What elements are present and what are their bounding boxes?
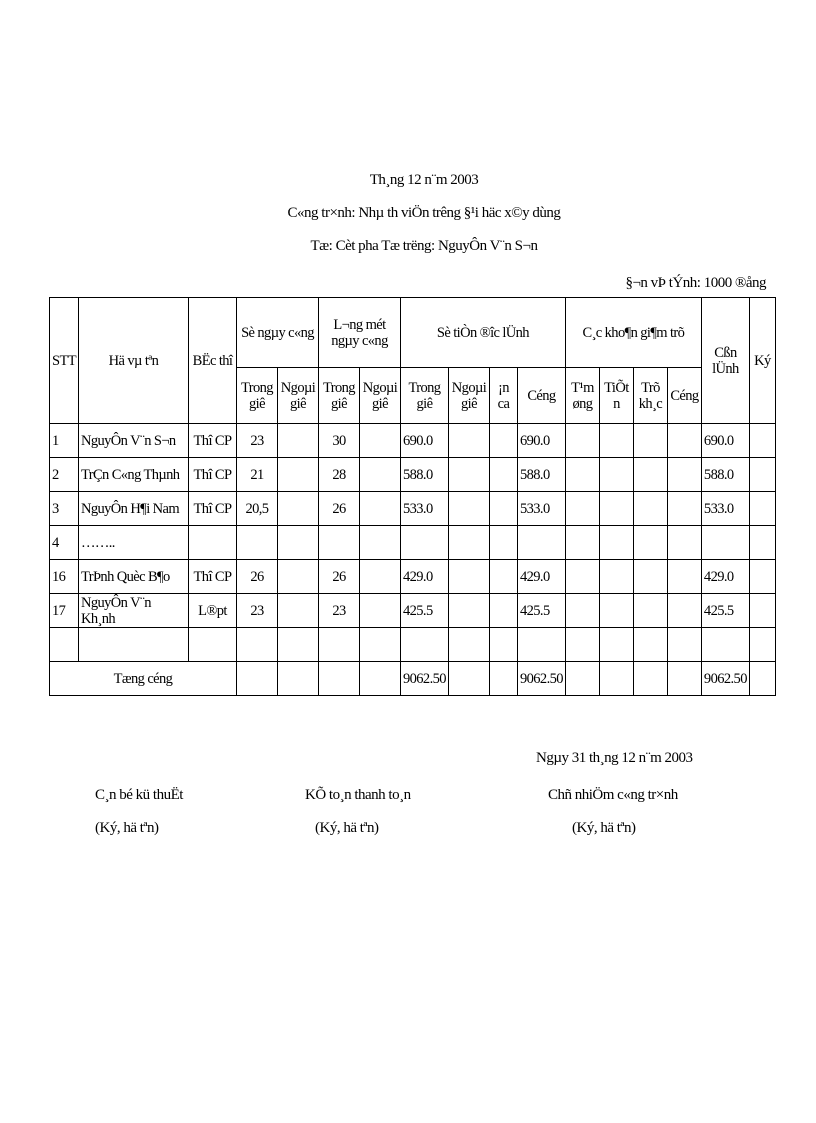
cell-sign	[749, 526, 775, 560]
total-empty	[565, 662, 599, 696]
total-empty	[489, 662, 517, 696]
cell-savings	[599, 458, 633, 492]
cell-days-out	[277, 424, 318, 458]
cell-sal-total: 588.0	[517, 458, 565, 492]
technical-title: C¸n bé kü thuËt	[95, 787, 183, 803]
cell-sign	[749, 492, 775, 526]
cell-advance	[565, 594, 599, 628]
cell-wage-in: 26	[318, 560, 359, 594]
table-row	[50, 492, 776, 526]
cell-meal	[489, 560, 517, 594]
cell-meal	[489, 628, 517, 662]
sub-sal-total: Céng	[517, 368, 565, 424]
cell-stt	[50, 628, 79, 662]
total-empty	[318, 662, 359, 696]
cell-name	[78, 628, 188, 662]
cell-advance	[565, 458, 599, 492]
cell-days-in: 23	[236, 424, 277, 458]
col-workdays: Sè ngµy c«ng	[236, 298, 318, 368]
sub-days-in: Trong giê	[236, 368, 277, 424]
cell-ded-total	[667, 560, 701, 594]
total-empty	[236, 662, 277, 696]
manager-title: Chñ nhiÖm c«ng tr×nh	[548, 787, 678, 803]
cell-name: NguyÔn V¨n Kh¸nh	[78, 594, 188, 628]
cell-sal-in: 533.0	[400, 492, 448, 526]
cell-remaining: 425.5	[701, 594, 749, 628]
cell-stt: 16	[50, 560, 79, 594]
cell-remaining	[701, 526, 749, 560]
col-grade: BËc thî	[188, 298, 236, 424]
cell-advance	[565, 526, 599, 560]
cell-name: TrÇn C«ng Thµnh	[78, 458, 188, 492]
cell-name: NguyÔn V¨n S¬n	[78, 424, 188, 458]
cell-sal-total: 425.5	[517, 594, 565, 628]
cell-stt: 4	[50, 526, 79, 560]
cell-sal-out	[448, 560, 489, 594]
cell-savings	[599, 594, 633, 628]
payroll-table	[49, 297, 776, 696]
table-row	[50, 628, 776, 662]
cell-ded-total	[667, 424, 701, 458]
cell-sal-out	[448, 424, 489, 458]
sub-days-out: Ngoµi giê	[277, 368, 318, 424]
cell-days-out	[277, 492, 318, 526]
cell-advance	[565, 424, 599, 458]
cell-ded-total	[667, 526, 701, 560]
cell-wage-out	[359, 628, 400, 662]
cell-sal-in: 425.5	[400, 594, 448, 628]
total-sal-total: 9062.50	[517, 662, 565, 696]
table-row	[50, 560, 776, 594]
cell-stt: 2	[50, 458, 79, 492]
cell-wage-out	[359, 594, 400, 628]
table-row	[50, 526, 776, 560]
sub-ded-total: Céng	[667, 368, 701, 424]
cell-sal-total	[517, 628, 565, 662]
cell-stt: 1	[50, 424, 79, 458]
project-line: C«ng tr×nh: Nhµ th viÖn trêng §¹i häc x©y dùng	[287, 205, 561, 221]
cell-sign	[749, 594, 775, 628]
cell-days-in: 20,5	[236, 492, 277, 526]
total-empty	[277, 662, 318, 696]
total-sal-in: 9062.50	[400, 662, 448, 696]
cell-sal-total: 533.0	[517, 492, 565, 526]
sub-wage-in: Trong giê	[318, 368, 359, 424]
cell-stt: 17	[50, 594, 79, 628]
cell-grade: Thî CP	[188, 458, 236, 492]
cell-sign	[749, 628, 775, 662]
cell-sal-in: 690.0	[400, 424, 448, 458]
total-remaining: 9062.50	[701, 662, 749, 696]
cell-ded-total	[667, 458, 701, 492]
month-line: Th¸ng 12 n¨m 2003	[369, 172, 479, 188]
total-empty	[749, 662, 775, 696]
cell-sal-out	[448, 458, 489, 492]
cell-grade	[188, 526, 236, 560]
cell-savings	[599, 424, 633, 458]
unit-note: §¬n vÞ tÝnh: 1000 ®ång	[625, 275, 766, 291]
total-empty	[448, 662, 489, 696]
cell-remaining: 588.0	[701, 458, 749, 492]
cell-meal	[489, 458, 517, 492]
cell-wage-in: 26	[318, 492, 359, 526]
cell-sal-in: 429.0	[400, 560, 448, 594]
team-line: Tæ: Cèt pha Tæ trëng: NguyÔn V¨n S¬n	[310, 238, 538, 254]
total-empty	[599, 662, 633, 696]
sub-sal-out: Ngoµi giê	[448, 368, 489, 424]
cell-remaining: 690.0	[701, 424, 749, 458]
accountant-sub: (Ký, hä tªn)	[315, 820, 379, 836]
cell-wage-in: 23	[318, 594, 359, 628]
cell-grade: Thî CP	[188, 560, 236, 594]
cell-days-out	[277, 628, 318, 662]
cell-days-out	[277, 526, 318, 560]
cell-days-out	[277, 594, 318, 628]
cell-sign	[749, 424, 775, 458]
sub-advance: T¹m øng	[565, 368, 599, 424]
cell-sal-total	[517, 526, 565, 560]
sign-date: Ngµy 31 th¸ng 12 n¨m 2003	[536, 750, 693, 766]
table-row	[50, 594, 776, 628]
sub-meal: ¡n ca	[489, 368, 517, 424]
sub-savings: TiÕt n	[599, 368, 633, 424]
cell-other	[633, 628, 667, 662]
cell-sal-total: 429.0	[517, 560, 565, 594]
table-row	[50, 424, 776, 458]
cell-sal-in	[400, 628, 448, 662]
cell-days-in: 21	[236, 458, 277, 492]
total-empty	[667, 662, 701, 696]
cell-name: NguyÔn H¶i Nam	[78, 492, 188, 526]
total-row	[50, 662, 776, 696]
cell-grade: Thî CP	[188, 492, 236, 526]
cell-other	[633, 424, 667, 458]
cell-wage-out	[359, 560, 400, 594]
cell-grade	[188, 628, 236, 662]
cell-wage-in	[318, 628, 359, 662]
cell-savings	[599, 526, 633, 560]
cell-wage-in: 30	[318, 424, 359, 458]
cell-sal-in: 588.0	[400, 458, 448, 492]
cell-wage-out	[359, 458, 400, 492]
cell-grade: L®pt	[188, 594, 236, 628]
cell-meal	[489, 526, 517, 560]
cell-days-in	[236, 526, 277, 560]
cell-days-out	[277, 458, 318, 492]
total-empty	[633, 662, 667, 696]
cell-advance	[565, 628, 599, 662]
col-sign: Ký	[749, 298, 775, 424]
cell-days-in	[236, 628, 277, 662]
cell-sal-out	[448, 594, 489, 628]
cell-sal-in	[400, 526, 448, 560]
cell-wage-in	[318, 526, 359, 560]
col-remaining: Cßn lÜnh	[701, 298, 749, 424]
cell-sign	[749, 458, 775, 492]
cell-wage-in: 28	[318, 458, 359, 492]
cell-name: TrÞnh Quèc B¶o	[78, 560, 188, 594]
cell-meal	[489, 594, 517, 628]
table-row	[50, 458, 776, 492]
cell-sal-out	[448, 526, 489, 560]
cell-wage-out	[359, 526, 400, 560]
cell-savings	[599, 560, 633, 594]
col-wage: L¬ng mét ngµy c«ng	[318, 298, 400, 368]
cell-days-in: 26	[236, 560, 277, 594]
sub-wage-out: Ngoµi giê	[359, 368, 400, 424]
cell-sal-out	[448, 628, 489, 662]
cell-other	[633, 526, 667, 560]
cell-other	[633, 594, 667, 628]
cell-meal	[489, 492, 517, 526]
cell-days-in: 23	[236, 594, 277, 628]
cell-remaining: 533.0	[701, 492, 749, 526]
sub-sal-in: Trong giê	[400, 368, 448, 424]
cell-sign	[749, 560, 775, 594]
col-deductions: C¸c kho¶n gi¶m trõ	[565, 298, 701, 368]
cell-wage-out	[359, 492, 400, 526]
cell-advance	[565, 560, 599, 594]
cell-wage-out	[359, 424, 400, 458]
total-empty	[359, 662, 400, 696]
cell-name: ……..	[78, 526, 188, 560]
cell-savings	[599, 628, 633, 662]
col-stt: STT	[50, 298, 79, 424]
cell-remaining	[701, 628, 749, 662]
sub-other: Trõ kh¸c	[633, 368, 667, 424]
col-name: Hä vµ tªn	[78, 298, 188, 424]
cell-days-out	[277, 560, 318, 594]
cell-ded-total	[667, 492, 701, 526]
cell-stt: 3	[50, 492, 79, 526]
cell-savings	[599, 492, 633, 526]
cell-ded-total	[667, 594, 701, 628]
technical-sub: (Ký, hä tªn)	[95, 820, 159, 836]
col-salary: Sè tiÒn ®îc lÜnh	[400, 298, 565, 368]
cell-other	[633, 492, 667, 526]
cell-remaining: 429.0	[701, 560, 749, 594]
cell-other	[633, 560, 667, 594]
header-row-1	[50, 298, 776, 368]
total-label: Tæng céng	[50, 662, 237, 696]
cell-sal-total: 690.0	[517, 424, 565, 458]
cell-advance	[565, 492, 599, 526]
cell-meal	[489, 424, 517, 458]
accountant-title: KÕ to¸n thanh to¸n	[305, 787, 411, 803]
cell-sal-out	[448, 492, 489, 526]
manager-sub: (Ký, hä tªn)	[572, 820, 636, 836]
cell-ded-total	[667, 628, 701, 662]
cell-grade: Thî CP	[188, 424, 236, 458]
cell-other	[633, 458, 667, 492]
